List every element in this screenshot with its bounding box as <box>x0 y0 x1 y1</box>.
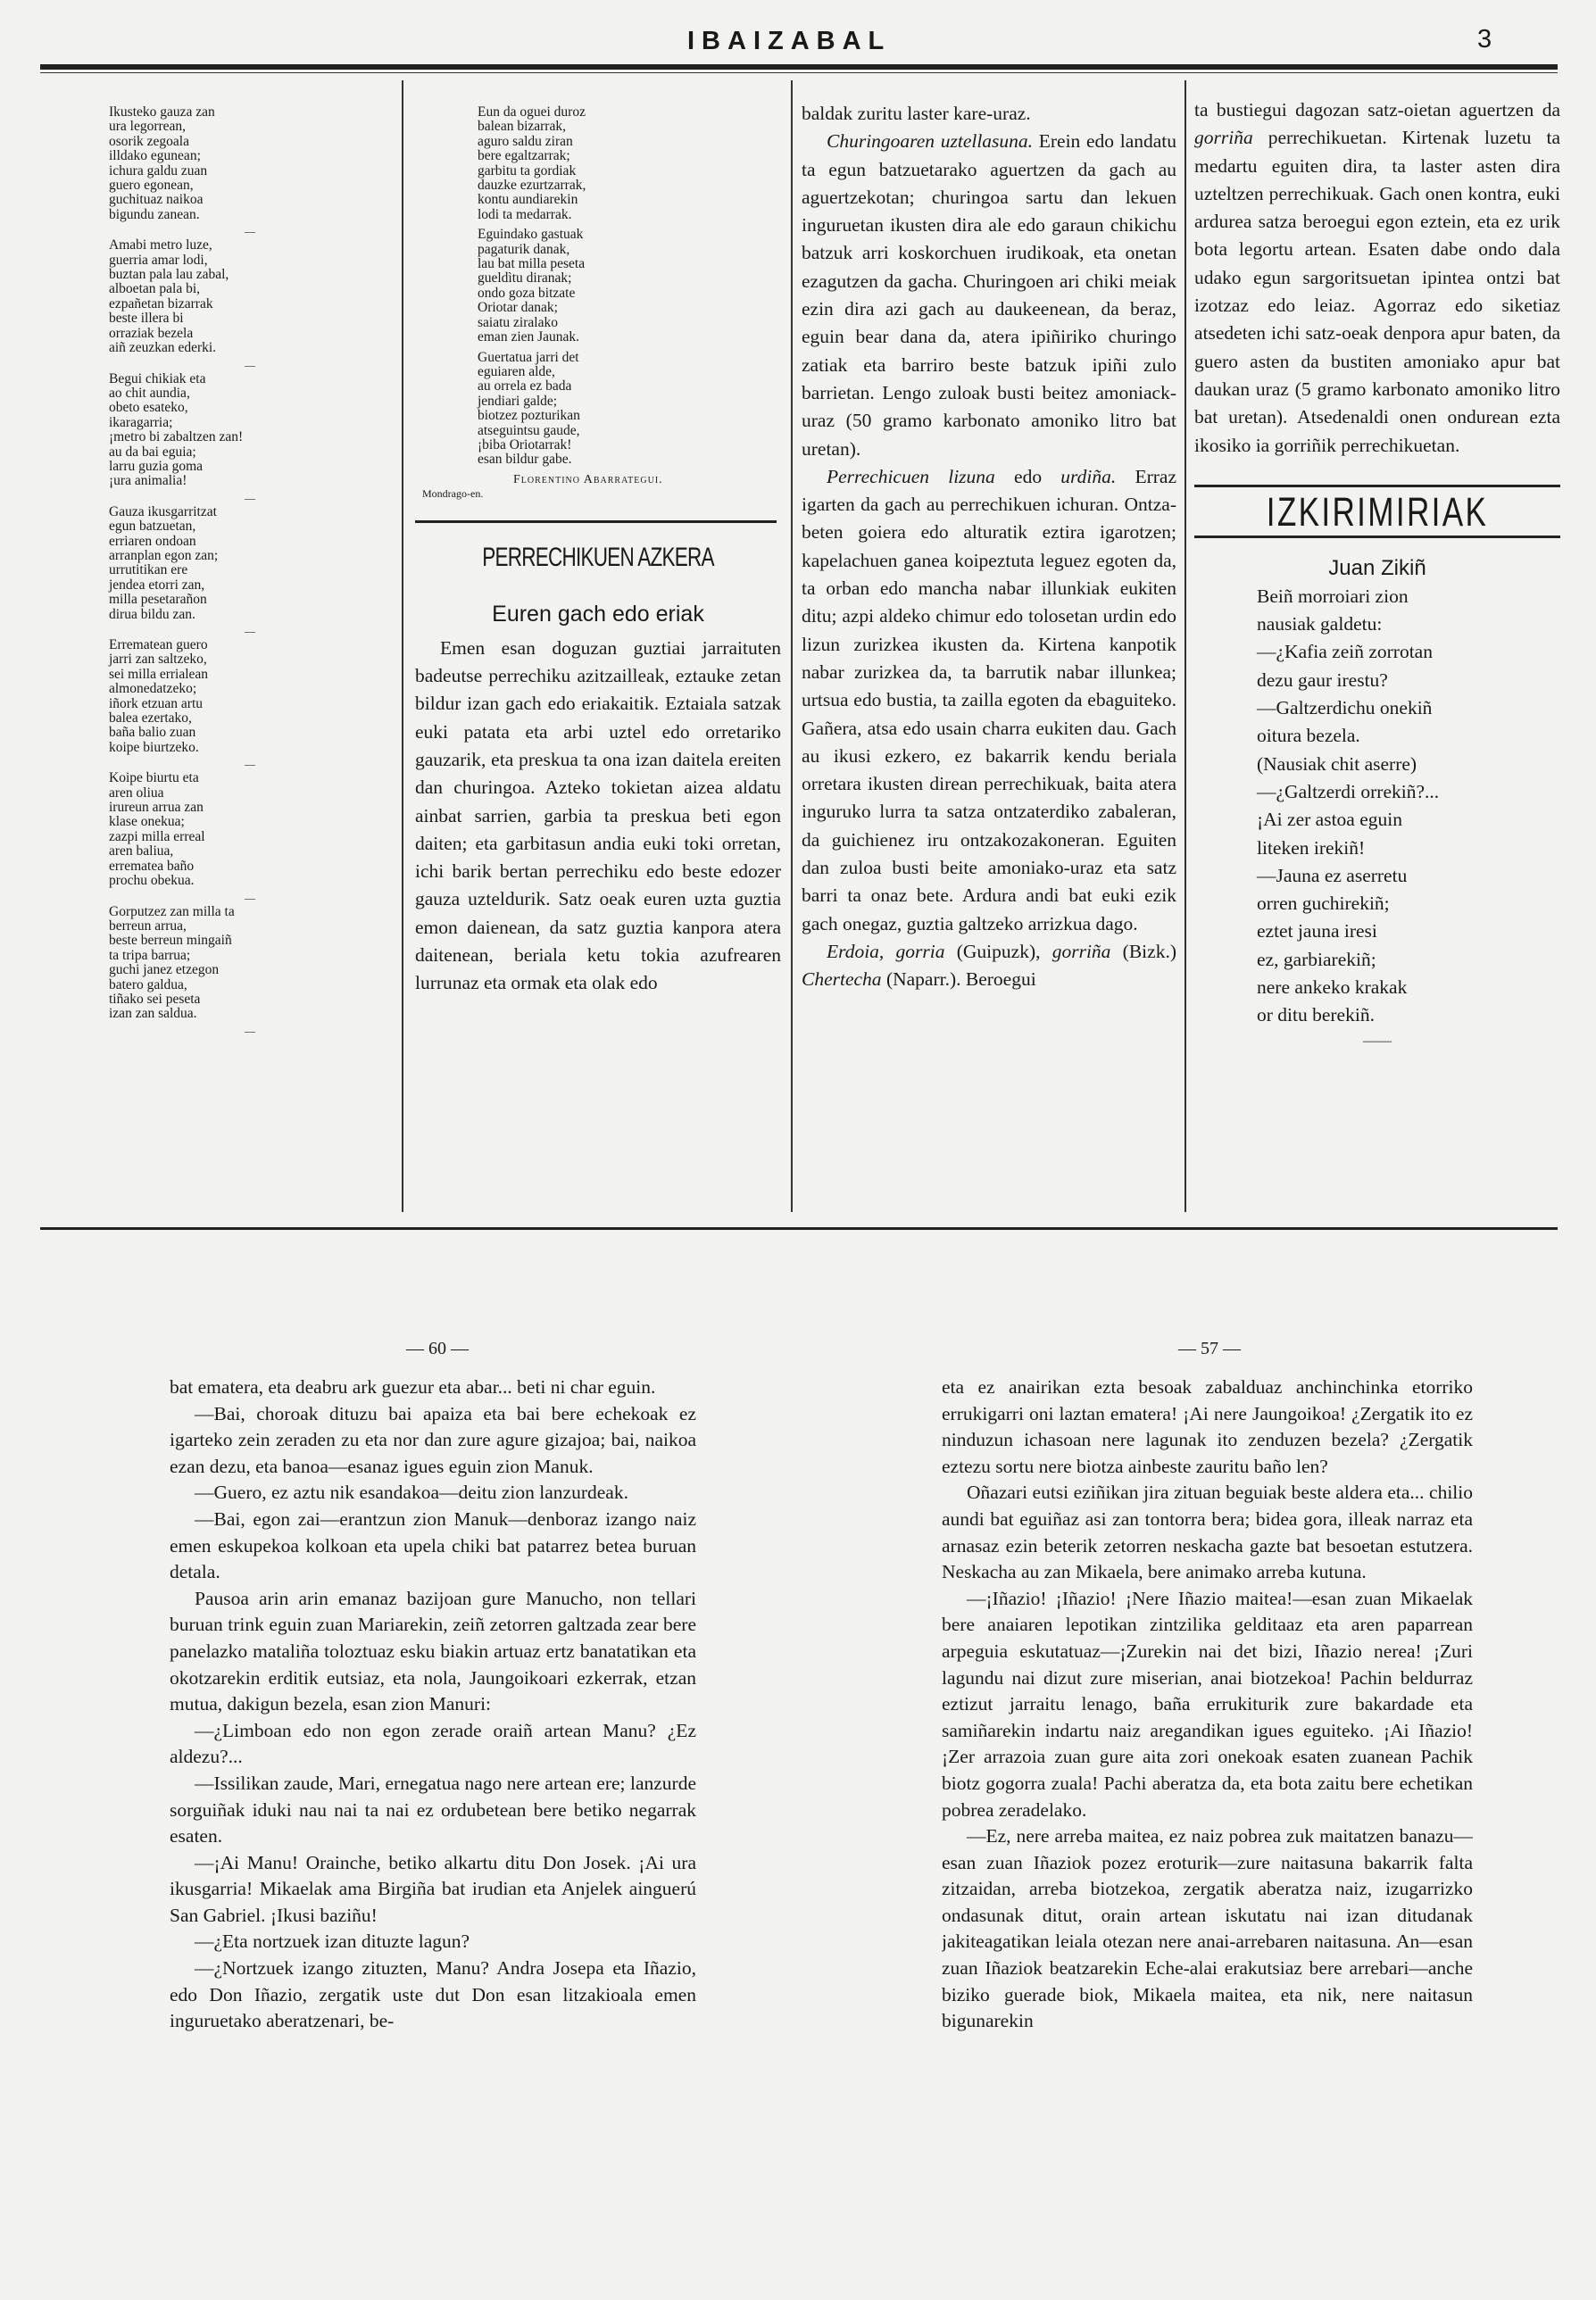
poem-stanza <box>107 771 393 888</box>
verse-line: nausiak galdetu: <box>1257 613 1383 635</box>
verse-line: —Jauna ez aserretu <box>1257 864 1408 886</box>
paragraph-text: Erraz igarten da gach au perrechikuen ichuran. Ontza-beten goiera edo alturatik eztira igarotzen; kapelachuen ganea koipeztuta leguez egoten da, ta orban edo mancha nabar illunkiak eukiten ditu; azpi aldeko chimur edo tolosetan urdin edo lizun zurizkea ikusten da. Kirtena kanpotik nabar zurizkea da, ta barrutik nabar illunkea; urtsua edo bustia, ta zailla egoten da ebaguiteko. Gañera, atsa edo usain charra eukiten dau. Gach au ikusi ezkero, ez bakarrik kendu beriala orretara ikusten direan perrechikuak, baita atera inguruko lurra ta satza ontzaterdiko zabaleran, da guichienez iru ontzakozakoneran. Eguiten dan zuloa busti beite amoniako-uraz eta satz barri ta onaz bete. Ardura andi bat euki ezik gach onegaz, guztia galtzeko arrizkua dago. <box>802 465 1176 934</box>
poem-line: sei milla errialean <box>109 666 209 682</box>
poem-line: guero egonean, <box>109 178 194 194</box>
book-paragraph: —Issilikan zaude, Mari, ernegatua nago nere artean ere; lanzurde sorguiñak iduki nau nai ta nai ez ordubetean bere betiko negarrak esaten. <box>170 1772 696 1847</box>
article-rule <box>415 520 777 523</box>
poem-stanza <box>415 228 781 345</box>
paragraph-text: (Naparr.). Beroegui <box>881 968 1036 991</box>
book-paragraph: Oñazari eutsi eziñikan jira zituan beguiak beste aldera eta... chilio aundi bat eguiñaz asi zan tontorra bera; bidea gora, illeak narraz eta arnasaz ezin beterik zetorren neskacha gazte bat besoetan estutzera. Neskacha au zan Mikaela, bere animako arreba kutuna. <box>942 1482 1473 1583</box>
verse-line: dezu gaur irestu? <box>1257 668 1388 691</box>
poem-line: ¡biba Oriotarrak! <box>478 436 572 453</box>
poem-line: lodi ta medarrak. <box>478 206 572 222</box>
verse-line: —Galtzerdichu onekiñ <box>1257 697 1433 719</box>
humor-verse <box>1194 583 1560 1030</box>
column-2 <box>415 105 781 1212</box>
verse-line: ez, garbiarekiñ; <box>1257 948 1376 970</box>
book-paragraph: —¿Limboan edo non egon zerade oraiñ artean Manu? ¿Ez aldezu?... <box>170 1719 696 1768</box>
article-continuation <box>1194 96 1560 460</box>
poem-line: guchi janez etzegon <box>109 962 220 978</box>
poem-line: aiñ zeuzkan ederki. <box>109 340 217 356</box>
book-paragraph: Pausoa arin arin emanaz bazijoan gure Manucho, non tellari buruan trink eguin zuan Mariarekin, zeiñ zetorren galtzada zear bere panelazko mataliña toloztuaz esku biakin artuaz ertz banatatikan eta okotzarekin erditik eutsiaz, eta nola, Jaungoikoari ezkerrak, etzan mutua, dakigun bezela, esan zion Manuri: <box>170 1587 696 1715</box>
poem-stanza <box>107 505 393 622</box>
subheading-italic: Chertecha <box>802 968 882 991</box>
poem-line: biotzez pozturikan <box>478 408 580 424</box>
poem-line: milla pesetarañon <box>109 592 207 608</box>
poem-line: ta tripa barrua; <box>109 947 191 963</box>
book-paragraph: —¡Iñazio! ¡Iñazio! ¡Nere Iñazio maitea!—esan zuan Mikaelak bere anaiaren lepotikan zintzilika gelditaaz eta aren paparrean arpeguia eskutatuaz—¡Zurekin nai det bizi, Iñazio nerea! ¡Zuri lagundu nai dizut zure miserian, anai biotzekoa! Pachin beldurraz eztizut jarraitu lenago, baña errukiturik zure bakardade eta samiñarekin indartu naiz aregandikan igues eguiteko. ¡Ai Iñazio! ¡Zer arrazoia zuan gure aita zori onekoak esaten zuanean Pachik biotz gogorra zuala! Pachi aberatza da, eta bota zaitu bere echetikan pobrea zeradelako. <box>942 1587 1473 1821</box>
poem-place: Mondrago-en. <box>422 486 484 500</box>
end-dash: —— <box>1363 1033 1392 1049</box>
poem-line: zazpi milla erreal <box>109 828 205 844</box>
poem-line: aguro saldu ziran <box>478 133 573 149</box>
poem-line: erriaren ondoan <box>109 533 196 549</box>
poem-line: eguiaren alde, <box>478 363 555 379</box>
verse-line: Beiñ morroiari zion <box>1257 585 1409 607</box>
poem-line: larru guzia goma <box>109 458 204 474</box>
poem-line: obeto esateko, <box>109 400 188 416</box>
poem-line: tiñako sei peseta <box>109 991 201 1007</box>
poem-line: balean bizarrak, <box>478 119 566 135</box>
poem-line: saiatu ziralako <box>478 314 558 330</box>
section-rule <box>1194 485 1560 487</box>
subheading-italic: Erdoia, gorria <box>827 940 945 962</box>
stanza-separator: — <box>245 1024 255 1037</box>
stanza-separator: — <box>245 358 255 371</box>
poem-line: aren oliua <box>109 785 164 801</box>
poem-line: ¡metro bi zabaltzen zan! <box>109 429 244 445</box>
poem-line: bigundu zanean. <box>109 206 200 222</box>
poem-line: jendiari galde; <box>478 393 558 409</box>
book-paragraph: —¿Nortzuek izango zituzten, Manu? Andra Josepa eta Iñazio, edo Don Iñazio, zergatik uste dut Don esan litzakioala emen inguruetako aberatzenari, be- <box>170 1957 696 2032</box>
poem-line: Eun da oguei duroz <box>478 105 586 120</box>
subheading-italic: Churingoaren uztellasuna. <box>827 130 1034 153</box>
poem-line: aren baliua, <box>109 843 174 859</box>
poem-line: illdako egunean; <box>109 148 201 164</box>
poem-line: errematea baño <box>109 858 195 874</box>
poem-line: pagaturik danak, <box>478 241 570 257</box>
verse-line: or ditu berekiñ. <box>1257 1004 1375 1026</box>
page-bottom-rule <box>40 1227 1558 1230</box>
book-paragraph: —Bai, choroak dituzu bai apaiza eta bai bere echekoak ez igarteko zein zeraden zu eta nor dan zure agure gizajoa; bai, naikoa ezan dezu, eta banoa—esanaz igues eguin zion Manuk. <box>170 1402 696 1477</box>
book-page-number: — 60 — <box>406 1339 469 1358</box>
header-rule <box>40 64 1558 70</box>
poem-line: kontu aundiarekin <box>478 192 578 208</box>
paragraph-text: Erein edo landatu ta egun batzuetarako aguertzen da gach au aguertzekotan; churingoa sartu dan lekuen inguruetan ikusten dira ale edo garaun chikichu batzuk arri koskorchuen irudikoak, eta onetan ezagutzen da gacha. Churingoen ari chiki meiak ezin dira azi gach au daukeenean, da beraz, eguin bear dana da, atera ipiñiriko churingo zatiak eta barriro beste batzuk ipiñi zulo barrietan. Lengo zuloak busti beitez amoniack-uraz (50 gramo karbonato amoniko litro bat uretan). <box>802 130 1176 460</box>
book-paragraph: eta ez anairikan ezta besoak zabalduaz anchinchinka etorriko errukigarri oni laztan ematera! ¡Ai nere Jaungoikoa! ¿Zergatik ito ez ninduzun ichasoan nere lagunak ito zenduzen bezela? ¿Zergatik eztezu sortu nere biotza ainbeste zauritu baño len? <box>942 1376 1473 1477</box>
poem-line: au orrela ez bada <box>478 378 572 394</box>
poem-line: ichura galdu zuan <box>109 162 208 179</box>
column-3 <box>802 100 1176 1212</box>
poem-line: Errematean guero <box>109 637 208 652</box>
poem-line: lau bat milla peseta <box>478 256 586 272</box>
poem-line: esan bildur gabe. <box>478 452 572 468</box>
poem-line: dauzke ezurtzarrak, <box>478 178 586 194</box>
header-rule-thin <box>40 72 1558 73</box>
poem-stanza <box>107 638 393 755</box>
paragraph-text: ta bustiegui dagozan satz-oietan aguertzen da <box>1194 99 1560 120</box>
article-paragraph <box>1194 96 1560 460</box>
verse-line: —¿Galtzerdi orrekiñ?... <box>1257 780 1440 802</box>
poem-continuation <box>415 105 781 468</box>
poem-line: guerria amar lodi, <box>109 252 208 268</box>
article-body <box>415 635 781 998</box>
verse-line: eztet jauna iresi <box>1257 920 1377 942</box>
book-page-number: — 57 — <box>1178 1339 1241 1358</box>
poem-line: irureun arrua zan <box>109 800 204 816</box>
verse-line: orren guchirekiñ; <box>1257 893 1390 915</box>
verse-line: ¡Ai zer astoa eguin <box>1257 809 1402 831</box>
poem-line: osorik zegoala <box>109 133 189 149</box>
poem-line: ikaragarria; <box>109 414 173 430</box>
author-name: Juan Zikiñ <box>1328 555 1426 580</box>
poem-line: gueldìtu diranak; <box>478 270 572 286</box>
poem-line: orraziak bezela <box>109 325 194 341</box>
poem-stanza <box>107 238 393 355</box>
poem-line: urrutitikan ere <box>109 562 188 578</box>
subheading-italic: Perrechicuen lizuna <box>827 465 995 487</box>
poem-line: baña balio zuan <box>109 725 196 741</box>
poem-line: Eguindako gastuak <box>478 227 584 243</box>
paragraph-text: (Guipuzk), <box>944 940 1052 962</box>
poem-column-1 <box>107 105 393 1212</box>
paragraph-text: (Bizk.) <box>1110 940 1176 962</box>
article-paragraph: baldak zuritu laster kare-uraz. <box>802 103 1031 124</box>
article-paragraph: Emen esan doguzan guztiai jarraituten badeutse perrechiku azitzailleak, eztauke zetan bildur izan gach edo eriakaitik. Eztaiala satzak euki patata eta arbi uztel edo orretariko gauzarik, eta preskua ta ona izan daitela ereiten dan churingoa. Azteko tokietan aizea aldatu ainbat sarrien, garbia ta preskua beti egon daiten; eta garbitasun andia euki toki orretan, ichi barik bertan perrechiku edo beste edozer gauza uzteldurik. Satz oeak euren uzta guztia emon daienean, da satz guztia kanpora atera daitenean, beriala ketu tokia azufrearen lurrunaz eta ormak eta olak edo <box>415 636 781 994</box>
poem-line: iñork etzuan artu <box>109 695 204 711</box>
poem-line: Begui chikiak eta <box>109 370 206 386</box>
poem-line: Guertatua jarri det <box>478 349 579 365</box>
poem-line: guchituaz naikoa <box>109 192 204 208</box>
poem-line: Koipe biurtu eta <box>109 770 199 786</box>
verse-line: oitura bezela. <box>1257 725 1360 747</box>
subheading-italic: gorriña <box>1052 940 1111 962</box>
subheading-italic: urdiña. <box>1060 465 1117 487</box>
poem-line: ao chit aundia, <box>109 385 190 401</box>
book-paragraph: —¿Eta nortzuek izan dituzte lagun? <box>195 1931 470 1953</box>
poem-line: ezpañetan bizarrak <box>109 295 213 311</box>
poem-line: beste berreun mingaiñ <box>109 933 232 949</box>
verse-line: nere ankeko krakak <box>1257 976 1408 999</box>
poem-line: koipe biurtzeko. <box>109 739 199 755</box>
book-page-left <box>170 1374 696 2285</box>
poem-line: balea ezertako, <box>109 710 192 727</box>
poem-line: prochu obekua. <box>109 873 195 889</box>
column-divider <box>1185 80 1186 1212</box>
poem-line: dirua bildu zan. <box>109 606 195 622</box>
poem-line: berreun arrua, <box>109 918 187 934</box>
poem-stanza <box>107 905 393 1022</box>
poem-line: arranplan egon zan; <box>109 547 219 563</box>
poem-line: bere egaltzarrak; <box>478 148 570 164</box>
stanza-separator: — <box>245 225 255 238</box>
article-paragraph <box>802 463 1176 938</box>
poem-line: au da bai eguia; <box>109 444 196 460</box>
poem-line: buztan pala lau zabal, <box>109 267 229 283</box>
book-paragraph: —¡Ai Manu! Orainche, betiko alkartu ditu Don Josek. ¡Ai ura ikusgarria! Mikaelak ama Birgiña bat irudian eta Anjelek ainguerú San Gabriel. ¡Ikusi baziñu! <box>170 1851 696 1926</box>
poem-line: alboetan pala bi, <box>109 281 200 297</box>
verse-line: liteken irekiñ! <box>1257 836 1366 859</box>
column-divider <box>402 80 403 1212</box>
running-header <box>0 27 1596 62</box>
poem-line: ondo goza bitzate <box>478 285 576 301</box>
poem-line: eman zien Jaunak. <box>478 329 580 345</box>
stanza-separator: — <box>245 891 255 904</box>
book-paragraph: —Guero, ez aztu nik esandakoa—deitu zion lanzurdeak. <box>195 1482 628 1504</box>
poem-signature: Florentino Abarrategui. <box>513 472 663 486</box>
poem-line: jarri zan saltzeko, <box>109 652 207 668</box>
term-italic: gorriña <box>1194 127 1253 149</box>
column-4 <box>1194 96 1560 1212</box>
book-page-right <box>942 1374 1473 2285</box>
verse-line: (Nausiak chit aserre) <box>1257 752 1417 775</box>
poem-stanza <box>107 372 393 489</box>
newspaper-title: IBAIZABAL <box>687 27 892 55</box>
poem-stanza <box>415 105 781 222</box>
book-paragraph: —Ez, nere arreba maitea, ez naiz pobrea zuk maitatzen banazu—esan zuan Iñaziok pozez eroturik—zure naitasuna bakarrik falta zitzaidan, arreba biotzekoa, zergatik aberatza naiz, izugarrizko ondasunak ditut, orain artean iskutatu nai izan ditudanak jakiteagatikan leiala otezan nere anai-arrebaren naitasuna. An—esan zuan Iñaziok beatzarekin Eche-alai erakutsiaz bere arrebari—anche biziko guerade biok, Mikaela maitea, eta nik, nere naitasun bigunarekin <box>942 1825 1473 2032</box>
poem-line: ¡ura animalia! <box>109 473 187 489</box>
book-paragraph: bat ematera, eta deabru ark guezur eta abar... beti ni char eguin. <box>170 1376 656 1398</box>
poem-stanza <box>415 351 781 468</box>
poem-line: Oriotar danak; <box>478 300 558 316</box>
poem-line: atseguintsu gaude, <box>478 422 580 438</box>
poem-line: Amabi metro luze, <box>109 237 212 253</box>
poem-line: ura legorrean, <box>109 119 187 135</box>
article-paragraph <box>802 128 1176 463</box>
poem-line: egun batzuetan, <box>109 519 196 535</box>
poem-line: almonedatzeko; <box>109 681 197 697</box>
section-title: IZKIRIMIRIAK <box>1266 488 1489 535</box>
poem-line: izan zan saldua. <box>109 1006 197 1022</box>
paragraph-text: perrechikuetan. Kirtenak luzetu ta medartu eguiten dira, ta laster asten dira uzteltzen perrechikuak. Gach onen kontra, euki ardurea satza beroegui egon eztein, eta ez urik bota legortu artean. Esaten dabe ondo dala udako egun sargoritsuetan ipintea ontzi bat izotzaz edo leiaz. Agorraz edo siketiaz atsedeten ichi satz-oeak denpora apur baten, da guero asten da bustiten amoniako apur bat daukan uraz (5 gramo karbonato amoniko litro bat uretan). Atsedenaldi onen ondurean ezta ikosiko ia gorriñik perrechikuetan. <box>1194 127 1560 456</box>
stanza-separator: — <box>245 491 255 504</box>
poem-line: beste illera bi <box>109 311 184 327</box>
stanza-separator: — <box>245 625 255 637</box>
poem-line: Ikusteko gauza zan <box>109 105 215 120</box>
verse-line: —¿Kafia zeiñ zorrotan <box>1257 641 1433 663</box>
article-title: PERRECHIKUEN AZKERA <box>482 542 714 572</box>
article-subtitle: Euren gach edo eriak <box>492 601 704 627</box>
page-number: 3 <box>1477 25 1492 54</box>
article-paragraph <box>802 938 1176 994</box>
poem-line: Gorputzez zan milla ta <box>109 903 235 919</box>
poem-stanza <box>107 105 393 222</box>
poem-line: garbitu ta gordiak <box>478 162 577 179</box>
book-paragraph: —Bai, egon zai—erantzun zion Manuk—denboraz izango naiz emen eskupekoa kolkoan eta upela chiki bat patarrez betea buruan detala. <box>170 1507 696 1583</box>
poem-line: klase onekua; <box>109 814 185 830</box>
poem-line: Gauza ikusgarritzat <box>109 503 217 519</box>
poem-line: jendea etorri zan, <box>109 577 205 593</box>
column-divider <box>791 80 793 1212</box>
paragraph-text: edo <box>994 465 1061 487</box>
section-rule <box>1194 536 1560 538</box>
poem-line: batero galdua, <box>109 976 187 992</box>
stanza-separator: — <box>245 758 255 771</box>
